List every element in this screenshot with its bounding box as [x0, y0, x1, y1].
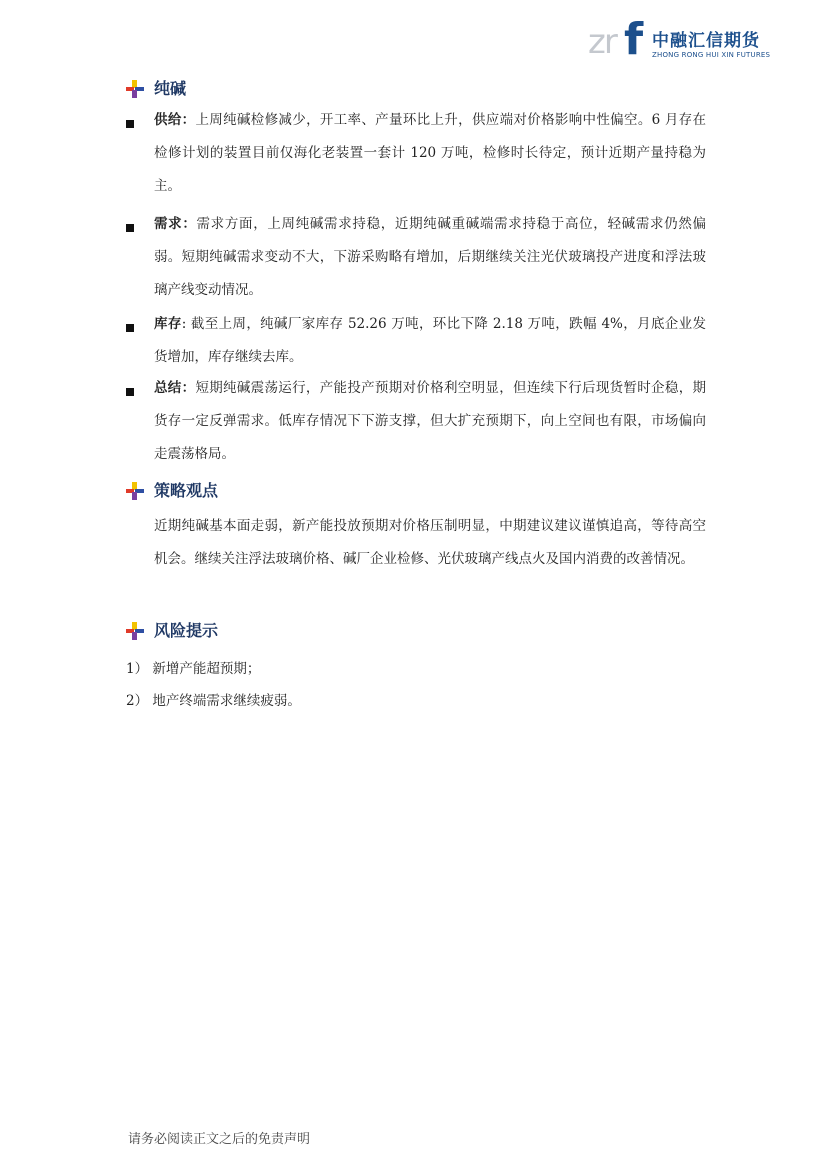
supply-text: 上周纯碱检修减少，开工率、产量环比上升，供应端对价格影响中性偏空。6 月存在检修计划的装置目前仅海化老装置一套计 120 万吨，检修时长待定，预计近期产量持稳为主。 — [154, 112, 707, 194]
four-color-cross-icon — [126, 622, 144, 640]
supply-label: 供给： — [154, 112, 196, 128]
section-title: 纯碱 — [154, 79, 187, 98]
logo-company-name-en: ZHONG RONG HUI XIN FUTURES — [652, 51, 771, 59]
logo-f-mark: f — [624, 14, 644, 65]
logo-company-name-cn: 中融汇信期货 — [652, 31, 760, 51]
square-bullet-icon — [126, 324, 134, 332]
square-bullet-icon — [126, 388, 134, 396]
logo-zr-mark: zr — [588, 22, 616, 62]
risk-item: 2） 地产终端需求继续疲弱。 — [126, 693, 301, 709]
inventory-text: : 截至上周，纯碱厂家库存 52.26 万吨，环比下降 2.18 万吨，跌幅 4%，月底企业发货增加，库存继续去库。 — [154, 316, 707, 365]
square-bullet-icon — [126, 224, 134, 232]
footer-disclaimer: 请务必阅读正文之后的免责声明 — [128, 1132, 311, 1147]
square-bullet-icon — [126, 120, 134, 128]
four-color-cross-icon — [126, 80, 144, 98]
company-logo — [588, 14, 788, 65]
strategy-paragraph: 近期纯碱基本面走弱，新产能投放预期对价格压制明显，中期建议建议谨慎追高，等待高空机会。继续关注浮法玻璃价格、碱厂企业检修、光伏玻璃产线点火及国内消费的改善情况。 — [154, 518, 706, 567]
summary-text: 短期纯碱震荡运行，产能投产预期对价格利空明显，但连续下行后现货暂时企稳，期货存一定反弹需求。低库存情况下下游支撑，但大扩充预期下，向上空间也有限，市场偏向走震荡格局。 — [154, 380, 707, 462]
demand-text: 需求方面，上周纯碱需求持稳，近期纯碱重碱端需求持稳于高位，轻碱需求仍然偏弱。短期纯碱需求变动不大，下游采购略有增加，后期继续关注光伏玻璃投产进度和浮法玻璃产线变动情况。 — [154, 216, 707, 298]
inventory-label: 库存 — [154, 316, 182, 332]
summary-label: 总结： — [154, 380, 196, 396]
section-title: 风险提示 — [154, 621, 219, 640]
demand-label: 需求： — [154, 216, 197, 232]
section-title: 策略观点 — [154, 481, 219, 500]
four-color-cross-icon — [126, 482, 144, 500]
risk-item: 1） 新增产能超预期； — [126, 661, 261, 677]
